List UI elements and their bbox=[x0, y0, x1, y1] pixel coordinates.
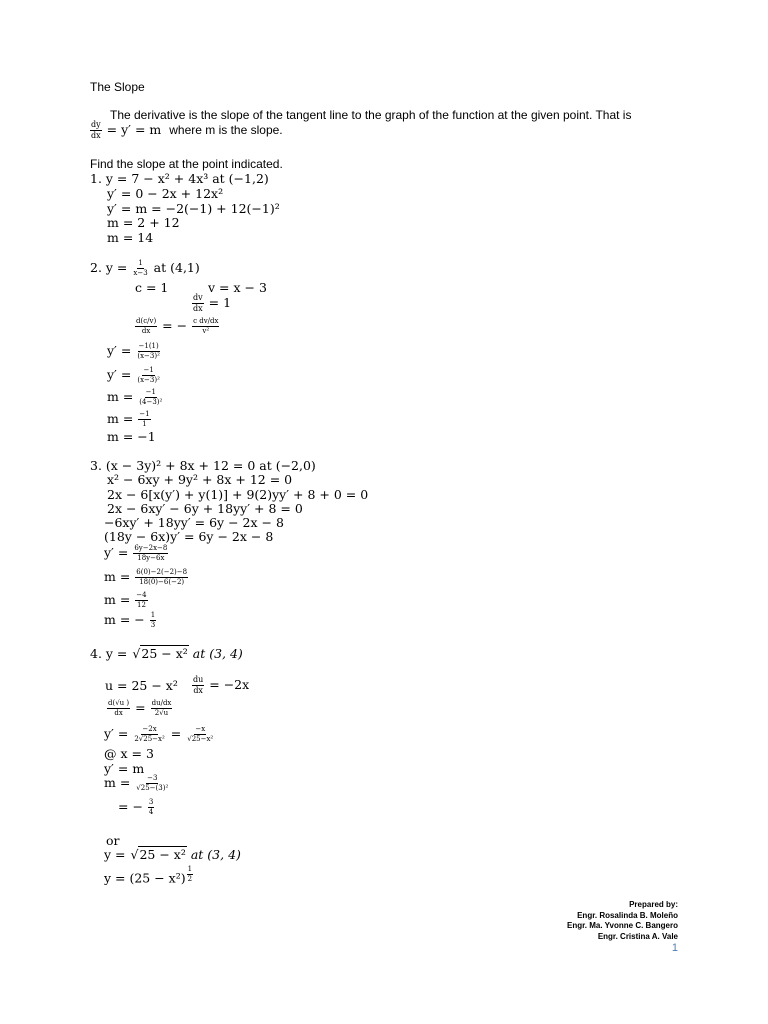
problem-4-or: or bbox=[106, 833, 120, 848]
problem-3-result: m = − $\frac{1}{3}$ bbox=[104, 611, 156, 629]
page-title: The Slope bbox=[90, 80, 145, 94]
problem-2-statement: 2. y = $\frac{1}{x-3}$ at (4,1) bbox=[90, 259, 200, 277]
page-number: 1 bbox=[671, 942, 678, 954]
problem-4-result: = − $\frac{3}{4}$ bbox=[118, 798, 154, 816]
problem-4-u: u = 25 − x² bbox=[105, 678, 178, 693]
problem-2-step: y′ = $\frac{-1(1)}{\text{(x−3)²}}$ bbox=[107, 342, 160, 360]
problem-2-step: m = $\frac{-1}{1}$ bbox=[107, 410, 150, 428]
problem-1-step: m = 2 + 12 bbox=[107, 215, 180, 230]
problem-2-dv-dx: $\frac{dv}{dx}$ = 1 bbox=[193, 293, 232, 313]
author-name: Engr. Cristina A. Vale bbox=[597, 932, 678, 941]
problem-3-step: −6xy′ + 18yy′ = 6y − 2x − 8 bbox=[104, 515, 284, 530]
prepared-by-label: Prepared by: bbox=[629, 900, 678, 909]
problem-2-quotient-rule: $\frac{d(c/v)}{dx}$ = − $\frac{\text{c dv/dx}}{\text{v²}}$ bbox=[136, 317, 219, 335]
problem-1-step: m = 14 bbox=[107, 230, 154, 245]
problem-4-sqrt-rule: $\frac{d(√u )}{dx}$ = $\frac{du/dx}{2√u}$ bbox=[108, 699, 172, 717]
problem-3-step: (18y − 6x)y′ = 6y − 2x − 8 bbox=[104, 529, 274, 544]
problem-2-step: m = $\frac{-1}{\text{(4−3)²}}$ bbox=[107, 388, 163, 406]
problem-4-step: y′ = m bbox=[104, 761, 145, 776]
intro-equation: $\frac{dy}{dx}$ = y′ = m where m is the slope. bbox=[91, 120, 283, 140]
problem-4-step: @ x = 3 bbox=[104, 746, 154, 761]
problem-1-step: y′ = m = −2(−1) + 12(−1)² bbox=[107, 201, 280, 216]
problem-1-statement: 1. y = 7 − x² + 4x³ at (−1,2) bbox=[90, 171, 269, 186]
intro-text: The derivative is the slope of the tangent line to the graph of the function at the given point. That is bbox=[110, 108, 632, 122]
problem-4-step: y′ = $\frac{-2x}{\text{2√25−x²}}$ = $\frac{-x}{\text{√25−x²}}$ bbox=[104, 725, 214, 743]
problem-3-statement: 3. (x − 3y)² + 8x + 12 = 0 at (−2,0) bbox=[90, 458, 316, 473]
problem-3-step: 2x − 6[x(y′) + y(1)] + 9(2)yy′ + 8 + 0 = 0 bbox=[107, 487, 369, 502]
author-name: Engr. Rosalinda B. Moleño bbox=[577, 911, 678, 920]
problem-3-step: m = $\frac{6(0)-2(-2)-8}{18(0)-6(-2)}$ bbox=[104, 568, 188, 586]
dy-dx-fraction: $\frac{dy}{dx}$ bbox=[91, 120, 101, 140]
problem-3-step: x² − 6xy + 9y² + 8x + 12 = 0 bbox=[107, 472, 293, 487]
problem-4-du-dx: $\frac{du}{dx}$ = −2x bbox=[193, 675, 250, 695]
problem-4-step: m = $\frac{-3}{\text{√25−(3)²}}$ bbox=[104, 774, 169, 792]
problem-3-step: y′ = $\frac{6y-2x-8}{18y-6x}$ bbox=[104, 544, 168, 562]
problem-3-step: m = $\frac{-4}{12}$ bbox=[104, 591, 147, 609]
problem-2-result: m = −1 bbox=[107, 429, 156, 444]
problem-2-step: y′ = $\frac{-1}{\text{(x−3)²}}$ bbox=[107, 366, 160, 384]
author-name: Engr. Ma. Yvonne C. Bangero bbox=[567, 921, 678, 930]
problem-3-step: 2x − 6xy′ − 6y + 18yy′ + 8 = 0 bbox=[107, 501, 303, 516]
problem-2-c: c = 1 bbox=[135, 280, 169, 295]
problem-4-alt-statement: y = √25 − x² at (3, 4) bbox=[104, 847, 241, 862]
problem-4-statement: 4. y = √25 − x² at (3, 4) bbox=[90, 646, 243, 661]
problem-1-step: y′ = 0 − 2x + 12x² bbox=[107, 186, 224, 201]
problem-2-v: v = x − 3 bbox=[208, 280, 267, 295]
problem-4-power-form: y = (25 − x²) $^{\frac{1}{2}}$ bbox=[104, 865, 193, 886]
instruction-text: Find the slope at the point indicated. bbox=[90, 157, 283, 171]
